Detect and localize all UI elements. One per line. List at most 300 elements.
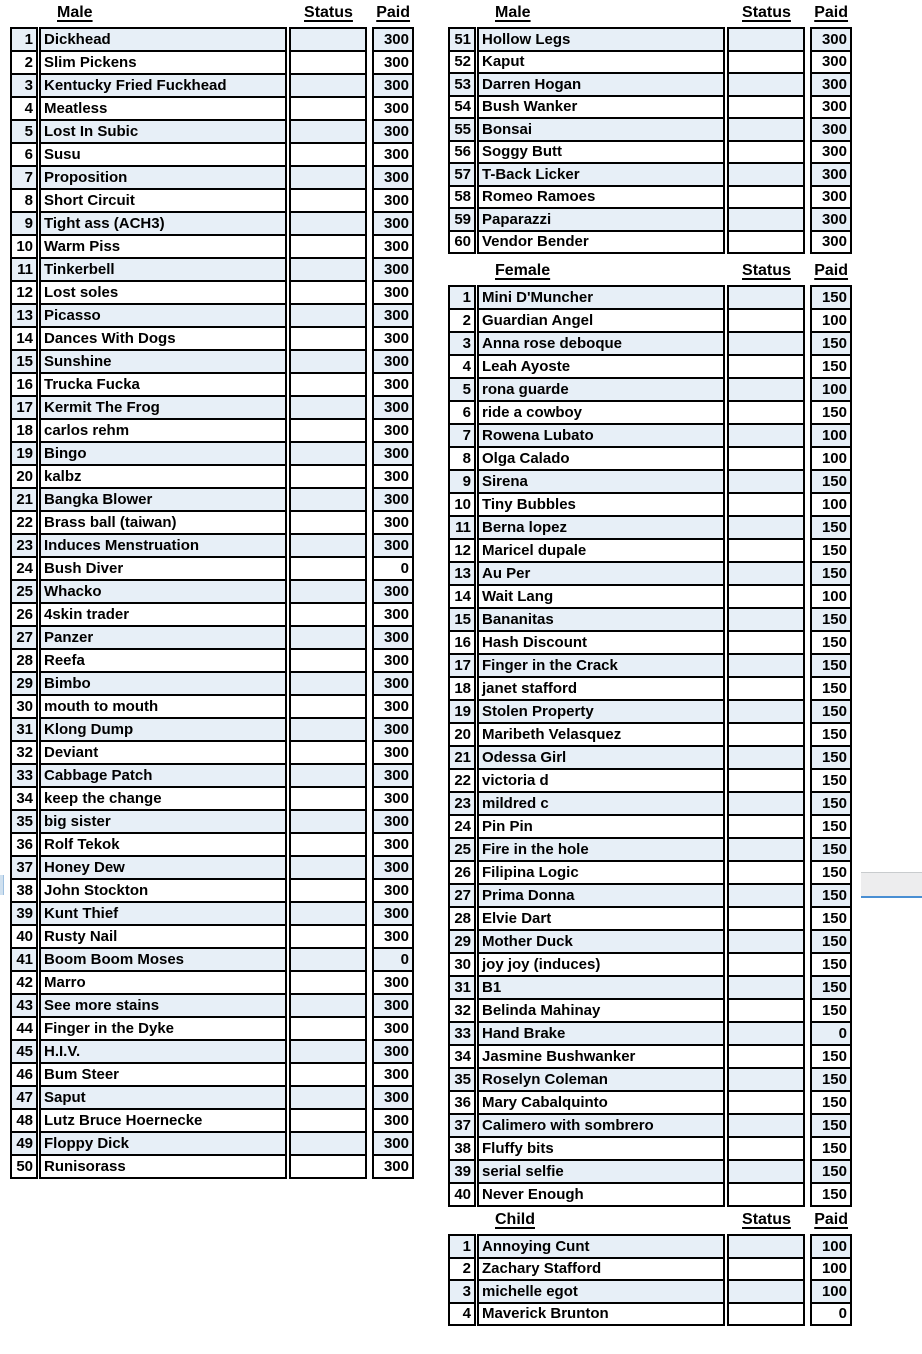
paid-cell[interactable]: 300 [810,140,852,165]
name-cell[interactable]: Pin Pin [477,814,725,839]
paid-cell[interactable]: 150 [810,1044,852,1069]
paid-cell[interactable]: 100 [810,446,852,471]
name-cell[interactable]: Finger in the Dyke [39,1016,287,1041]
row-number-cell[interactable]: 9 [10,211,38,236]
paid-cell[interactable]: 300 [372,970,414,995]
name-cell[interactable]: Maverick Brunton [477,1302,725,1327]
status-cell[interactable] [727,423,805,448]
name-cell[interactable]: Tight ass (ACH3) [39,211,287,236]
status-cell[interactable] [727,1067,805,1092]
status-cell[interactable] [727,952,805,977]
status-cell[interactable] [289,211,367,236]
name-cell[interactable]: Sirena [477,469,725,494]
status-cell[interactable] [727,699,805,724]
status-cell[interactable] [727,308,805,333]
paid-cell[interactable]: 150 [810,653,852,678]
status-cell[interactable] [727,607,805,632]
row-number-cell[interactable]: 48 [10,1108,38,1133]
status-cell[interactable] [727,1302,805,1327]
row-number-cell[interactable]: 7 [448,423,476,448]
paid-cell[interactable]: 150 [810,469,852,494]
name-cell[interactable]: Bush Wanker [477,95,725,120]
status-cell[interactable] [289,878,367,903]
paid-cell[interactable]: 300 [372,809,414,834]
name-cell[interactable]: Leah Ayoste [477,354,725,379]
row-number-cell[interactable]: 22 [448,768,476,793]
paid-cell[interactable]: 300 [372,533,414,558]
name-cell[interactable]: Boom Boom Moses [39,947,287,972]
status-cell[interactable] [727,446,805,471]
row-number-cell[interactable]: 18 [10,418,38,443]
row-number-cell[interactable]: 32 [10,740,38,765]
name-cell[interactable]: Rolf Tekok [39,832,287,857]
name-cell[interactable]: Rowena Lubato [477,423,725,448]
name-cell[interactable]: Kunt Thief [39,901,287,926]
paid-cell[interactable]: 300 [372,27,414,52]
status-cell[interactable] [289,280,367,305]
row-number-cell[interactable]: 50 [10,1154,38,1179]
paid-cell[interactable]: 150 [810,400,852,425]
name-cell[interactable]: Maribeth Velasquez [477,722,725,747]
paid-cell[interactable]: 300 [810,230,852,255]
row-number-cell[interactable]: 16 [10,372,38,397]
status-cell[interactable] [727,27,805,52]
paid-cell[interactable]: 300 [372,326,414,351]
paid-cell[interactable]: 150 [810,745,852,770]
paid-cell[interactable]: 300 [372,464,414,489]
paid-cell[interactable]: 300 [372,832,414,857]
row-number-cell[interactable]: 11 [10,257,38,282]
name-cell[interactable]: See more stains [39,993,287,1018]
paid-cell[interactable]: 0 [810,1021,852,1046]
status-cell[interactable] [727,791,805,816]
paid-cell[interactable]: 150 [810,975,852,1000]
status-cell[interactable] [289,993,367,1018]
row-number-cell[interactable]: 18 [448,676,476,701]
row-number-cell[interactable]: 40 [448,1182,476,1207]
row-number-cell[interactable]: 7 [10,165,38,190]
paid-cell[interactable]: 150 [810,929,852,954]
paid-cell[interactable]: 300 [372,418,414,443]
paid-cell[interactable]: 150 [810,883,852,908]
name-cell[interactable]: Lost In Subic [39,119,287,144]
status-cell[interactable] [289,464,367,489]
name-cell[interactable]: Rusty Nail [39,924,287,949]
paid-cell[interactable]: 300 [372,1016,414,1041]
paid-cell[interactable]: 300 [372,694,414,719]
row-number-cell[interactable]: 26 [10,602,38,627]
paid-cell[interactable]: 0 [810,1302,852,1327]
row-number-cell[interactable]: 17 [448,653,476,678]
paid-cell[interactable]: 300 [372,878,414,903]
row-number-cell[interactable]: 46 [10,1062,38,1087]
row-number-cell[interactable]: 1 [10,27,38,52]
paid-cell[interactable]: 300 [372,119,414,144]
row-number-cell[interactable]: 38 [448,1136,476,1161]
paid-cell[interactable]: 300 [372,234,414,259]
status-cell[interactable] [727,722,805,747]
status-cell[interactable] [727,1159,805,1184]
row-number-cell[interactable]: 45 [10,1039,38,1064]
name-cell[interactable]: Au Per [477,561,725,586]
paid-cell[interactable]: 300 [372,625,414,650]
name-cell[interactable]: Slim Pickens [39,50,287,75]
row-number-cell[interactable]: 15 [448,607,476,632]
row-number-cell[interactable]: 39 [10,901,38,926]
paid-cell[interactable]: 150 [810,1136,852,1161]
name-cell[interactable]: 4skin trader [39,602,287,627]
status-cell[interactable] [289,165,367,190]
name-cell[interactable]: Fluffy bits [477,1136,725,1161]
name-cell[interactable]: Annoying Cunt [477,1234,725,1259]
name-cell[interactable]: Bimbo [39,671,287,696]
name-cell[interactable]: ride a cowboy [477,400,725,425]
name-cell[interactable]: Dances With Dogs [39,326,287,351]
name-cell[interactable]: Klong Dump [39,717,287,742]
status-cell[interactable] [727,768,805,793]
row-number-cell[interactable]: 40 [10,924,38,949]
row-number-cell[interactable]: 14 [10,326,38,351]
row-number-cell[interactable]: 23 [448,791,476,816]
status-cell[interactable] [289,556,367,581]
name-cell[interactable]: Warm Piss [39,234,287,259]
name-cell[interactable]: Meatless [39,96,287,121]
name-cell[interactable]: Sunshine [39,349,287,374]
name-cell[interactable]: T-Back Licker [477,162,725,187]
name-cell[interactable]: Calimero with sombrero [477,1113,725,1138]
status-cell[interactable] [727,285,805,310]
name-cell[interactable]: Floppy Dick [39,1131,287,1156]
status-cell[interactable] [289,763,367,788]
name-cell[interactable]: Hand Brake [477,1021,725,1046]
name-cell[interactable]: Paparazzi [477,207,725,232]
name-cell[interactable]: rona guarde [477,377,725,402]
row-number-cell[interactable]: 59 [448,207,476,232]
name-cell[interactable]: Whacko [39,579,287,604]
status-cell[interactable] [289,924,367,949]
name-cell[interactable]: carlos rehm [39,418,287,443]
paid-cell[interactable]: 300 [372,763,414,788]
row-number-cell[interactable]: 4 [448,1302,476,1327]
status-cell[interactable] [289,648,367,673]
paid-cell[interactable]: 100 [810,423,852,448]
paid-cell[interactable]: 300 [372,924,414,949]
name-cell[interactable]: Susu [39,142,287,167]
paid-cell[interactable]: 100 [810,1257,852,1282]
name-cell[interactable]: Guardian Angel [477,308,725,333]
paid-cell[interactable]: 300 [372,372,414,397]
status-cell[interactable] [727,72,805,97]
status-cell[interactable] [727,1021,805,1046]
name-cell[interactable]: Vendor Bender [477,230,725,255]
paid-cell[interactable]: 150 [810,1159,852,1184]
row-number-cell[interactable]: 37 [10,855,38,880]
name-cell[interactable]: serial selfie [477,1159,725,1184]
row-number-cell[interactable]: 3 [10,73,38,98]
row-number-cell[interactable]: 2 [10,50,38,75]
row-number-cell[interactable]: 10 [10,234,38,259]
status-cell[interactable] [289,809,367,834]
status-cell[interactable] [289,970,367,995]
row-number-cell[interactable]: 12 [448,538,476,563]
name-cell[interactable]: B1 [477,975,725,1000]
status-cell[interactable] [289,395,367,420]
row-number-cell[interactable]: 49 [10,1131,38,1156]
paid-cell[interactable]: 300 [810,95,852,120]
status-cell[interactable] [289,96,367,121]
name-cell[interactable]: Finger in the Crack [477,653,725,678]
name-cell[interactable]: Proposition [39,165,287,190]
name-cell[interactable]: Hash Discount [477,630,725,655]
name-cell[interactable]: Hollow Legs [477,27,725,52]
name-cell[interactable]: Prima Donna [477,883,725,908]
name-cell[interactable]: michelle egot [477,1279,725,1304]
name-cell[interactable]: Olga Calado [477,446,725,471]
status-cell[interactable] [727,837,805,862]
row-number-cell[interactable]: 6 [448,400,476,425]
status-cell[interactable] [289,119,367,144]
status-cell[interactable] [727,1090,805,1115]
status-cell[interactable] [289,533,367,558]
name-cell[interactable]: Induces Menstruation [39,533,287,558]
row-number-cell[interactable]: 37 [448,1113,476,1138]
status-cell[interactable] [289,740,367,765]
status-cell[interactable] [289,73,367,98]
status-cell[interactable] [289,418,367,443]
status-cell[interactable] [289,1062,367,1087]
status-cell[interactable] [289,717,367,742]
row-number-cell[interactable]: 9 [448,469,476,494]
status-cell[interactable] [727,906,805,931]
row-number-cell[interactable]: 42 [10,970,38,995]
paid-cell[interactable]: 300 [810,207,852,232]
paid-cell[interactable]: 100 [810,1279,852,1304]
row-number-cell[interactable]: 4 [10,96,38,121]
status-cell[interactable] [289,372,367,397]
paid-cell[interactable]: 300 [372,1062,414,1087]
status-cell[interactable] [727,745,805,770]
row-number-cell[interactable]: 34 [448,1044,476,1069]
name-cell[interactable]: Brass ball (taiwan) [39,510,287,535]
name-cell[interactable]: Tinkerbell [39,257,287,282]
row-number-cell[interactable]: 29 [10,671,38,696]
row-number-cell[interactable]: 23 [10,533,38,558]
paid-cell[interactable]: 150 [810,699,852,724]
row-number-cell[interactable]: 29 [448,929,476,954]
name-cell[interactable]: Mini D'Muncher [477,285,725,310]
name-cell[interactable]: Kermit The Frog [39,395,287,420]
row-number-cell[interactable]: 11 [448,515,476,540]
status-cell[interactable] [727,584,805,609]
paid-cell[interactable]: 300 [372,395,414,420]
row-number-cell[interactable]: 32 [448,998,476,1023]
paid-cell[interactable]: 300 [372,487,414,512]
status-cell[interactable] [289,257,367,282]
name-cell[interactable]: Darren Hogan [477,72,725,97]
row-number-cell[interactable]: 25 [448,837,476,862]
row-number-cell[interactable]: 27 [448,883,476,908]
row-number-cell[interactable]: 20 [448,722,476,747]
name-cell[interactable]: Marro [39,970,287,995]
paid-cell[interactable]: 300 [372,441,414,466]
status-cell[interactable] [727,1136,805,1161]
row-number-cell[interactable]: 28 [10,648,38,673]
name-cell[interactable]: kalbz [39,464,287,489]
paid-cell[interactable]: 150 [810,561,852,586]
status-cell[interactable] [727,1234,805,1259]
row-number-cell[interactable]: 12 [10,280,38,305]
status-cell[interactable] [727,1182,805,1207]
status-cell[interactable] [727,998,805,1023]
row-number-cell[interactable]: 31 [448,975,476,1000]
name-cell[interactable]: Bush Diver [39,556,287,581]
status-cell[interactable] [727,377,805,402]
status-cell[interactable] [289,50,367,75]
row-number-cell[interactable]: 8 [448,446,476,471]
status-cell[interactable] [289,855,367,880]
row-number-cell[interactable]: 8 [10,188,38,213]
row-number-cell[interactable]: 41 [10,947,38,972]
row-number-cell[interactable]: 28 [448,906,476,931]
status-cell[interactable] [727,140,805,165]
status-cell[interactable] [727,515,805,540]
paid-cell[interactable]: 150 [810,630,852,655]
status-cell[interactable] [289,1016,367,1041]
row-number-cell[interactable]: 27 [10,625,38,650]
status-cell[interactable] [289,1154,367,1179]
status-cell[interactable] [727,883,805,908]
name-cell[interactable]: Kaput [477,50,725,75]
row-number-cell[interactable]: 30 [448,952,476,977]
paid-cell[interactable]: 150 [810,860,852,885]
status-cell[interactable] [727,975,805,1000]
name-cell[interactable]: Fire in the hole [477,837,725,862]
status-cell[interactable] [727,207,805,232]
paid-cell[interactable]: 300 [372,648,414,673]
row-number-cell[interactable]: 35 [10,809,38,834]
row-number-cell[interactable]: 52 [448,50,476,75]
status-cell[interactable] [289,303,367,328]
paid-cell[interactable]: 0 [372,947,414,972]
status-cell[interactable] [727,469,805,494]
status-cell[interactable] [289,1085,367,1110]
name-cell[interactable]: janet stafford [477,676,725,701]
name-cell[interactable]: Belinda Mahinay [477,998,725,1023]
name-cell[interactable]: Runisorass [39,1154,287,1179]
name-cell[interactable]: big sister [39,809,287,834]
row-number-cell[interactable]: 33 [10,763,38,788]
paid-cell[interactable]: 300 [372,1039,414,1064]
row-number-cell[interactable]: 10 [448,492,476,517]
name-cell[interactable]: Bum Steer [39,1062,287,1087]
name-cell[interactable]: Panzer [39,625,287,650]
status-cell[interactable] [727,1044,805,1069]
status-cell[interactable] [289,1108,367,1133]
row-number-cell[interactable]: 36 [448,1090,476,1115]
paid-cell[interactable]: 150 [810,538,852,563]
status-cell[interactable] [289,1039,367,1064]
name-cell[interactable]: Wait Lang [477,584,725,609]
status-cell[interactable] [727,653,805,678]
row-number-cell[interactable]: 19 [10,441,38,466]
paid-cell[interactable]: 300 [372,1131,414,1156]
name-cell[interactable]: joy joy (induces) [477,952,725,977]
status-cell[interactable] [289,326,367,351]
row-number-cell[interactable]: 20 [10,464,38,489]
paid-cell[interactable]: 300 [372,855,414,880]
paid-cell[interactable]: 100 [810,377,852,402]
row-number-cell[interactable]: 58 [448,185,476,210]
name-cell[interactable]: Mary Cabalquinto [477,1090,725,1115]
status-cell[interactable] [727,185,805,210]
paid-cell[interactable]: 300 [372,717,414,742]
name-cell[interactable]: Soggy Butt [477,140,725,165]
name-cell[interactable]: Cabbage Patch [39,763,287,788]
name-cell[interactable]: Deviant [39,740,287,765]
row-number-cell[interactable]: 1 [448,1234,476,1259]
name-cell[interactable]: Mother Duck [477,929,725,954]
row-number-cell[interactable]: 24 [448,814,476,839]
name-cell[interactable]: Bananitas [477,607,725,632]
status-cell[interactable] [727,95,805,120]
name-cell[interactable]: Jasmine Bushwanker [477,1044,725,1069]
name-cell[interactable]: Maricel dupale [477,538,725,563]
status-cell[interactable] [289,441,367,466]
paid-cell[interactable]: 300 [372,142,414,167]
paid-cell[interactable]: 150 [810,837,852,862]
paid-cell[interactable]: 300 [372,510,414,535]
name-cell[interactable]: Bangka Blower [39,487,287,512]
status-cell[interactable] [289,142,367,167]
status-cell[interactable] [289,947,367,972]
row-number-cell[interactable]: 15 [10,349,38,374]
name-cell[interactable]: Romeo Ramoes [477,185,725,210]
paid-cell[interactable]: 300 [372,280,414,305]
name-cell[interactable]: Lutz Bruce Hoernecke [39,1108,287,1133]
row-number-cell[interactable]: 43 [10,993,38,1018]
status-cell[interactable] [727,676,805,701]
row-number-cell[interactable]: 21 [10,487,38,512]
paid-cell[interactable]: 150 [810,331,852,356]
name-cell[interactable]: Saput [39,1085,287,1110]
paid-cell[interactable]: 150 [810,676,852,701]
name-cell[interactable]: Honey Dew [39,855,287,880]
name-cell[interactable]: Odessa Girl [477,745,725,770]
row-number-cell[interactable]: 57 [448,162,476,187]
status-cell[interactable] [289,671,367,696]
name-cell[interactable]: Lost soles [39,280,287,305]
paid-cell[interactable]: 150 [810,1182,852,1207]
row-number-cell[interactable]: 2 [448,308,476,333]
paid-cell[interactable]: 150 [810,768,852,793]
status-cell[interactable] [727,538,805,563]
paid-cell[interactable]: 300 [810,117,852,142]
status-cell[interactable] [727,230,805,255]
name-cell[interactable]: Roselyn Coleman [477,1067,725,1092]
status-cell[interactable] [289,901,367,926]
paid-cell[interactable]: 100 [810,492,852,517]
paid-cell[interactable]: 150 [810,906,852,931]
status-cell[interactable] [289,786,367,811]
paid-cell[interactable]: 300 [372,211,414,236]
name-cell[interactable]: Filipina Logic [477,860,725,885]
status-cell[interactable] [289,832,367,857]
name-cell[interactable]: mildred c [477,791,725,816]
name-cell[interactable]: Elvie Dart [477,906,725,931]
paid-cell[interactable]: 300 [372,96,414,121]
name-cell[interactable]: Trucka Fucka [39,372,287,397]
paid-cell[interactable]: 300 [372,73,414,98]
